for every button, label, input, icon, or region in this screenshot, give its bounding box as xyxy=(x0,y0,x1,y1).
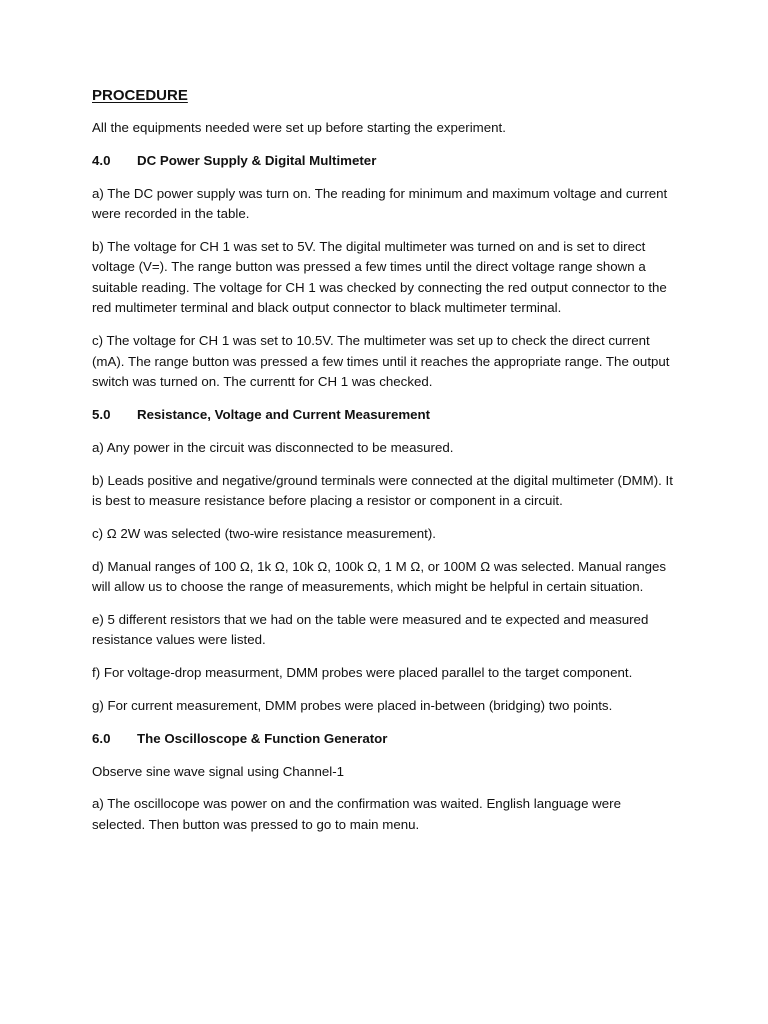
paragraph-5a: a) Any power in the circuit was disconnected to be measured. xyxy=(92,439,454,455)
paragraph-4c: c) The voltage for CH 1 was set to 10.5V. The multimeter was set up to check the direct current (mA). The range button was pressed a few times until it reaches the appropriate range. The output switch was turned on. The currentt for CH 1 was checked. xyxy=(92,333,670,390)
paragraph-5d: d) Manual ranges of 100 Ω, 1k Ω, 10k Ω, 100k Ω, 1 M Ω, or 100M Ω was selected. Manual ranges will allow us to choose the range of measurements, which might be helpful in certain situation. xyxy=(92,558,667,595)
paragraph-4b: b) The voltage for CH 1 was set to 5V. The digital multimeter was turned on and is set to direct voltage (V=). The range button was pressed a few times until the direct voltage range shown a suitable reading. The voltage for CH 1 was checked by connecting the red output connector to the red multimeter terminal and black output connector to black multimeter terminal. xyxy=(92,238,667,316)
paragraph-5b: b) Leads positive and negative/ground terminals were connected at the digital multimeter (DMM). It is best to measure resistance before placing a resistor or component in a circuit. xyxy=(92,472,673,509)
paragraph-5c: c) Ω 2W was selected (two-wire resistance measurement). xyxy=(92,525,436,541)
section-heading-6 xyxy=(92,729,676,750)
paragraph-6-intro: Observe sine wave signal using Channel-1 xyxy=(92,763,345,779)
section-title: DC Power Supply & Digital Multimeter xyxy=(137,152,377,168)
paragraph-5g: g) For current measurement, DMM probes were placed in-between (bridging) two points. xyxy=(92,698,613,714)
page-title: PROCEDURE xyxy=(92,87,188,104)
section-title: Resistance, Voltage and Current Measurement xyxy=(137,406,431,422)
section-number: 6.0 xyxy=(92,730,111,746)
intro-paragraph: All the equipments needed were set up before starting the experiment. xyxy=(92,120,506,135)
paragraph-5f: f) For voltage-drop measurment, DMM probes were placed parallel to the target component. xyxy=(92,665,633,681)
section-number: 4.0 xyxy=(92,152,111,168)
paragraph-5e: e) 5 different resistors that we had on the table were measured and te expected and measured resistance values were listed. xyxy=(92,611,649,648)
section-number: 5.0 xyxy=(92,406,111,422)
section-title: The Oscilloscope & Function Generator xyxy=(137,730,388,746)
section-heading-4 xyxy=(92,151,676,172)
section-heading-5 xyxy=(92,405,676,426)
paragraph-4a: a) The DC power supply was turn on. The reading for minimum and maximum voltage and current were recorded in the table. xyxy=(92,185,668,222)
paragraph-6a: a) The oscillocope was power on and the confirmation was waited. English language were selected. Then button was pressed to go to main menu. xyxy=(92,796,621,832)
